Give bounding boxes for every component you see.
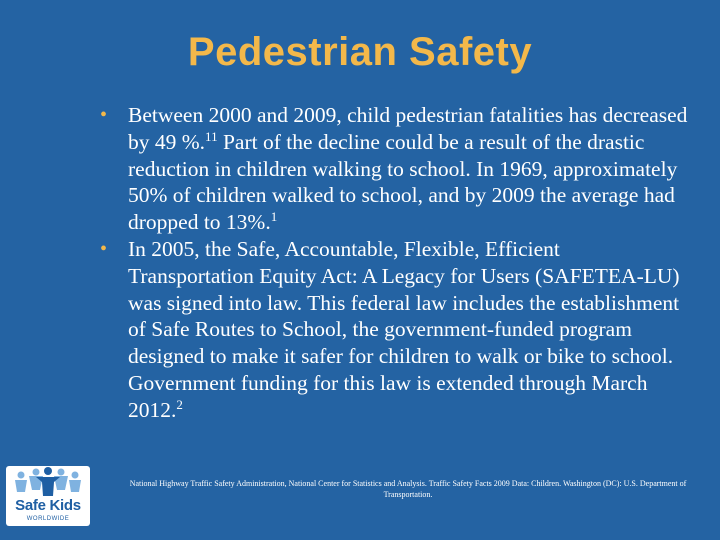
bullet-text: In 2005, the Safe, Accountable, Flexible, Efficient Transportation Equity Act: A Legacy for Users (SAFETEA-LU) was signed into law. This federal law includes the establishment of Safe Routes to School, the government-funded program designed to make it safer for children to walk or bike to school. Government funding for this law is extended through March 2012. [128, 236, 680, 422]
safe-kids-logo [6, 466, 90, 526]
bullet-item [100, 236, 690, 424]
citation-superscript: 1 [270, 209, 278, 225]
footnote: National Highway Traffic Safety Administration, National Center for Statistics and Analysis. Traffic Safety Facts 2009 Data: Children. Washington (DC): U.S. Department of Transportation. [129, 479, 687, 499]
bullet-list [100, 102, 690, 424]
bullet-item [100, 102, 690, 236]
logo-wordmark: Safe Kids [15, 497, 81, 514]
bullet-text: Between 2000 and 2009, child pedestrian fatalities has decreased by 49 %. [128, 103, 688, 154]
kids-figures-icon [6, 466, 90, 500]
citation-superscript: 11 [205, 128, 218, 144]
logo-subtext: WORLDWIDE [26, 516, 70, 522]
slide-title: Pedestrian Safety [187, 30, 533, 74]
bullet-dot-icon: • [100, 104, 108, 126]
citation-superscript: 2 [176, 396, 183, 412]
bullet-dot-icon: • [100, 237, 108, 260]
bullet-text-continued: Part of the decline could be a result of the drastic reduction in children walking to school. In 1969, approximately 50% of children walked to school, and by 2009 the average had dropped to 13%. [128, 129, 678, 235]
